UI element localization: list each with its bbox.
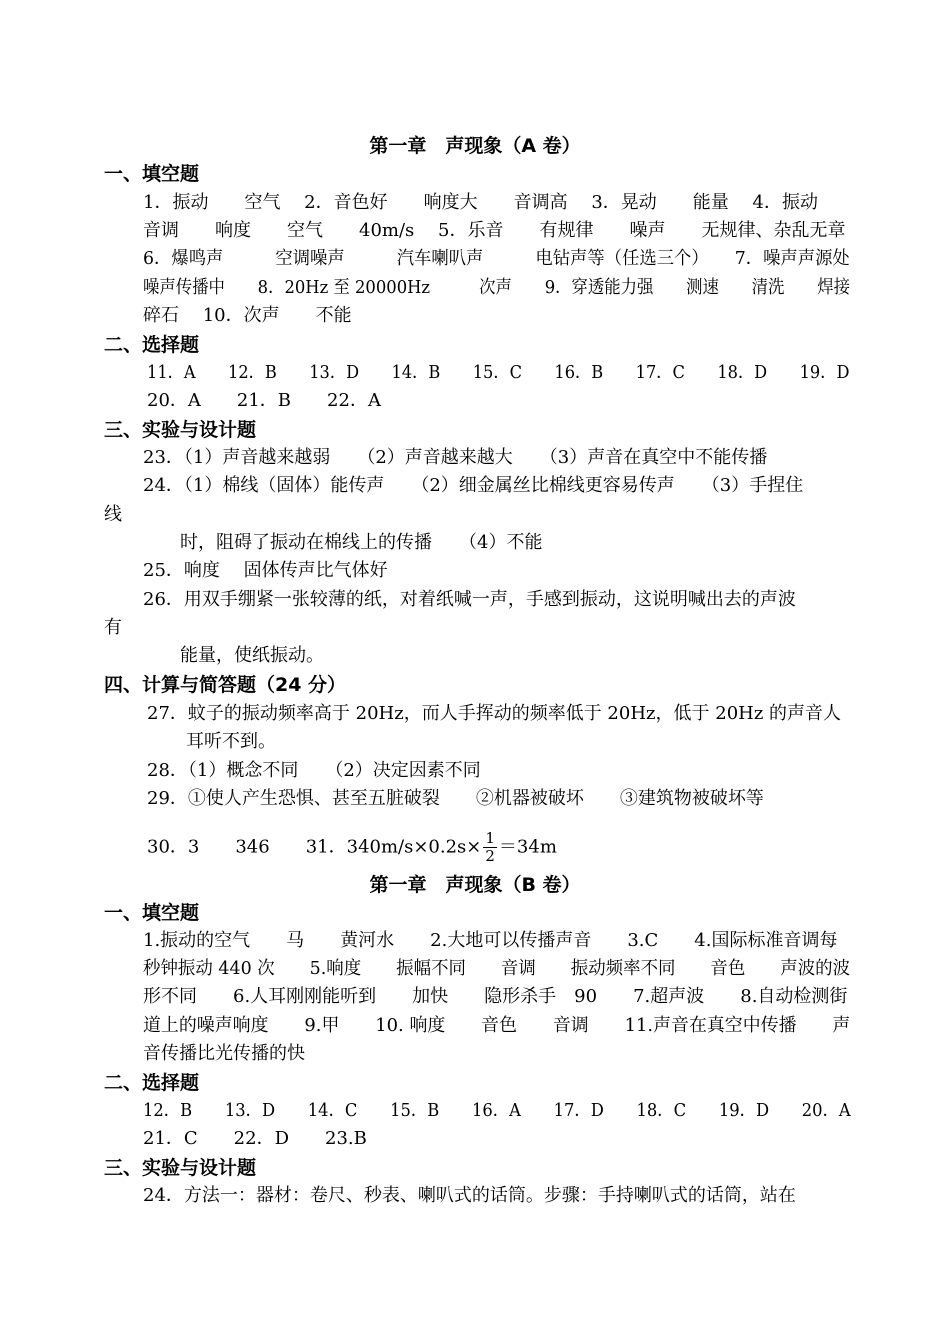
section-b-fill-line: 秒钟振动 440 次 5.响度 振幅不同 音调 振动频率不同 音色 声波的波 — [143, 958, 851, 979]
section-b-fill-line: 1.振动的空气 马 黄河水 2.大地可以传播声音 3.C 4.国际标准音调每 — [143, 930, 838, 951]
section-a-title: 第一章 声现象（A 卷） — [369, 135, 581, 157]
section-b-title: 第一章 声现象（B 卷） — [369, 874, 581, 896]
section-a-calc-heading: 四、计算与简答题（24 分） — [104, 674, 347, 696]
section-a-experiment-heading: 三、实验与设计题 — [104, 419, 257, 441]
section-a-choice-heading: 二、选择题 — [104, 334, 200, 356]
section-a-experiment-line: 26．用双手绷紧一张较薄的纸，对着纸喊一声，手感到振动，这说明喊出去的声波 — [143, 589, 796, 610]
section-b-experiment-line: 24．方法一：器材：卷尺、秒表、喇叭式的话筒。步骤：手持喇叭式的话筒，站在 — [143, 1185, 796, 1206]
section-a-calc-line-30 — [147, 830, 557, 865]
section-b-fill-line: 形不同 6.人耳刚刚能听到 加快 隐形杀手 90 7.超声波 8.自动检测街 — [143, 986, 848, 1007]
section-a-calc-line: 28．（1）概念不同 （2）决定因素不同 — [147, 760, 481, 781]
section-a-experiment-line: 有 — [104, 617, 122, 638]
section-a-experiment-line: 25．响度 固体传声比气体好 — [143, 560, 388, 581]
section-b-fill-heading: 一、填空题 — [104, 902, 200, 924]
line30-before: 30．3 346 31．340m/s×0.2s× — [147, 836, 482, 858]
section-a-experiment-line: 能量，使纸振动。 — [180, 645, 324, 666]
section-a-fill-line: 音调 响度 空气 40m/s 5．乐音 有规律 噪声 无规律、杂乱无章 — [143, 220, 846, 241]
section-a-fill-line: 噪声传播中 8．20Hz 至 20000Hz 次声 9．穿透能力强 测速 清洗 焊接 — [143, 277, 850, 298]
section-a-calc-line: 29．①使人产生恐惧、甚至五脏破裂 ②机器被破坏 ③建筑物被破坏等 — [147, 788, 764, 809]
section-a-experiment-line: 时，阻碍了振动在棉线上的传播 （4）不能 — [180, 532, 543, 553]
section-b-fill-line: 音传播比光传播的快 — [143, 1043, 305, 1064]
section-a-choice-line: 11．A 12．B 13．D 14．B 15．C 16．B 17．C 18．D 19．D — [147, 362, 850, 383]
section-a-experiment-line: 24．（1）棉线（固体）能传声 （2）细金属丝比棉线更容易传声 （3）手捏住 — [143, 475, 804, 496]
section-a-calc-line: 27．蚊子的振动频率高于 20Hz，而人手挥动的频率低于 20Hz，低于 20Hz 的声音人 — [147, 703, 842, 724]
section-b-choice-heading: 二、选择题 — [104, 1072, 200, 1094]
section-a-choice-line: 20．A 21．B 22．A — [147, 390, 381, 411]
section-a-fill-line: 6．爆鸣声 空调噪声 汽车喇叭声 电钻声等（任选三个） 7．噪声声源处 — [143, 248, 850, 269]
fraction — [483, 830, 497, 865]
section-a-calc-line: 耳听不到。 — [186, 731, 276, 752]
section-a-experiment-line: 线 — [104, 504, 122, 525]
section-a-fill-heading: 一、填空题 — [104, 163, 200, 185]
section-a-experiment-line: 23．（1）声音越来越弱 （2）声音越来越大 （3）声音在真空中不能传播 — [143, 447, 768, 468]
section-b-choice-line: 21．C 22．D 23.B — [143, 1128, 367, 1149]
section-b-choice-line: 12．B 13．D 14．C 15．B 16．A 17．D 18．C 19．D 20．A — [143, 1100, 851, 1121]
fraction-denominator: 2 — [485, 847, 495, 865]
fraction-numerator: 1 — [485, 829, 495, 847]
section-b-fill-line: 道上的噪声响度 9.甲 10. 响度 音色 音调 11.声音在真空中传播 声 — [143, 1015, 851, 1036]
line30-after: ＝34m — [498, 836, 557, 858]
section-a-fill-line: 1．振动 空气 2．音色好 响度大 音调高 3．晃动 能量 4．振动 — [143, 192, 818, 213]
section-a-fill-line: 碎石 10．次声 不能 — [143, 305, 352, 326]
section-b-experiment-heading: 三、实验与设计题 — [104, 1157, 257, 1179]
